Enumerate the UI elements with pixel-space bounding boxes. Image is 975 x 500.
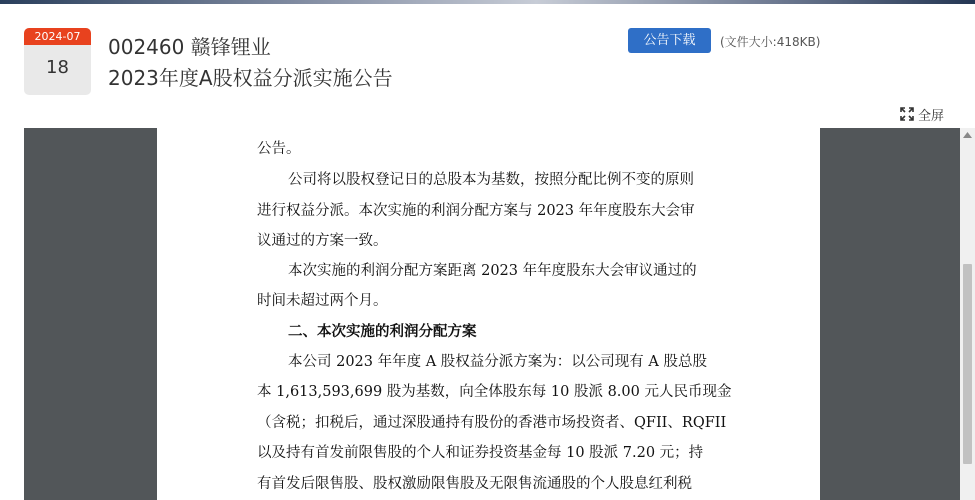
download-button[interactable]: 公告下载 [628,28,711,53]
scrollbar[interactable] [960,128,975,500]
doc-line: 有首发后限售股、股权激励限售股及无限售流通股的个人股息红利税 [257,476,692,492]
doc-line: 公司将以股权登记日的总股本为基数，按照分配比例不变的原则 [288,172,694,188]
pdf-viewer[interactable] [24,128,960,500]
doc-line: 时间未超过两个月。 [257,293,388,309]
scroll-thumb[interactable] [963,264,972,464]
doc-section-heading: 二、本次实施的利润分配方案 [288,323,477,340]
date-month: 2024-07 [24,28,91,45]
announcement-title: 2023年度A股权益分派实施公告 [108,66,393,90]
doc-line: 以及持有首发前限售股的个人和证券投资基金每 10 股派 7.20 元；持 [257,445,704,461]
stock-title: 002460 赣锋锂业 [108,35,271,59]
date-day: 18 [46,57,69,78]
fullscreen-icon [900,107,914,121]
doc-line: 本 1,613,593,699 股为基数，向全体股东每 10 股派 8.00 元人民币现金 [257,384,732,400]
date-badge [24,28,91,95]
doc-line: 进行权益分派。本次实施的利润分配方案与 2023 年年度股东大会审 [257,203,695,219]
doc-line: 公告。 [257,141,301,157]
file-size-label: (文件大小:418KB) [720,35,821,49]
scroll-up-arrow-icon [963,132,972,138]
scroll-up-button[interactable] [960,128,975,142]
fullscreen-button[interactable] [900,104,944,124]
doc-line: 议通过的方案一致。 [257,233,388,249]
doc-line: 本公司 2023 年年度 A 股权益分派方案为：以公司现有 A 股总股 [288,354,707,370]
pdf-page [157,128,820,500]
fullscreen-label: 全屏 [918,108,945,124]
top-banner-strip [0,0,975,4]
doc-line: （含税；扣税后，通过深股通持有股份的香港市场投资者、QFII、RQFII [257,415,727,431]
doc-line: 本次实施的利润分配方案距离 2023 年年度股东大会审议通过的 [288,263,697,279]
